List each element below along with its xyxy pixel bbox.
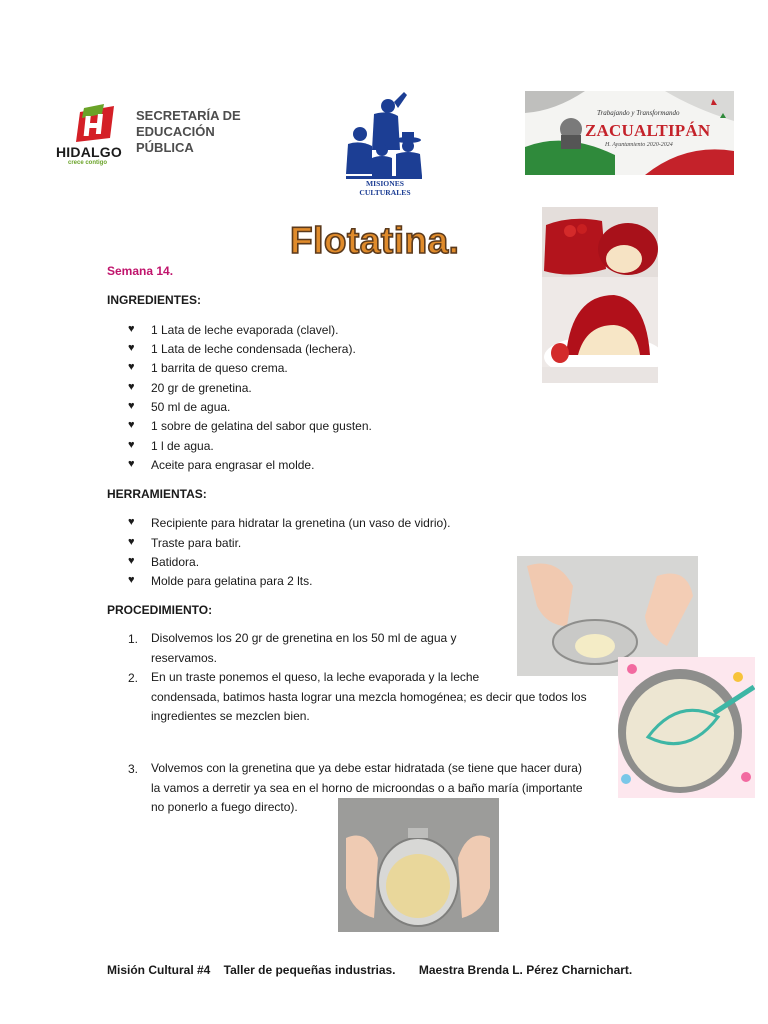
list-item: Recipiente para hidratar la grenetina (un vaso de vidrio). [151, 516, 451, 530]
footer-text: Misión Cultural #4 Taller de pequeñas industrias. Maestra Brenda L. Pérez Charnichart. [107, 963, 633, 977]
heart-bullet-icon: ♥ [128, 381, 135, 393]
step-2-text [151, 668, 587, 727]
melted-grenetina-cup-photo [338, 798, 499, 932]
heart-bullet-icon: ♥ [128, 555, 135, 567]
list-item: 1 l de agua. [151, 439, 214, 453]
zacualtipan-logo [525, 91, 734, 175]
heart-bullet-icon: ♥ [128, 458, 135, 470]
heart-bullet-icon: ♥ [128, 323, 135, 335]
step-number: 3. [128, 762, 139, 776]
hidalgo-wordmark: HIDALGO [56, 144, 122, 160]
zacualtipan-subtitle: H. Ayuntamiento 2020-2024 [605, 142, 673, 148]
mixing-whisk-photo [618, 657, 755, 798]
list-item: Traste para batir. [151, 536, 242, 550]
ingredients-heading: INGREDIENTES: [107, 293, 202, 307]
list-item: 20 gr de grenetina. [151, 381, 252, 395]
step-line: condensada, batimos hasta lograr una mezcla homogénea; es decir que todos los [151, 689, 587, 704]
procedure-heading: PROCEDIMIENTO: [107, 603, 213, 617]
week-label: Semana 14. [107, 264, 174, 278]
step-line: En un traste ponemos el queso, la leche evaporada y la leche [151, 670, 480, 684]
heart-bullet-icon: ♥ [128, 516, 135, 528]
hidalgo-logo [56, 104, 256, 170]
step-line: Disolvemos los 20 gr de grenetina en los 50 ml de agua y [151, 631, 457, 645]
heart-bullet-icon: ♥ [128, 574, 135, 586]
list-item: 1 sobre de gelatina del sabor que gusten. [151, 419, 372, 433]
list-item: 1 Lata de leche evaporada (clavel). [151, 323, 339, 337]
heart-bullet-icon: ♥ [128, 361, 135, 373]
step-line: ingredientes se mezclen bien. [151, 709, 310, 723]
misiones-figures-icon [338, 92, 430, 180]
list-item: 1 barrita de queso crema. [151, 361, 288, 375]
heart-bullet-icon: ♥ [128, 439, 135, 451]
step-line: la vamos a derretir ya sea en el horno de microondas o a baño maría (importante [151, 780, 583, 795]
list-item: Aceite para engrasar el molde. [151, 458, 315, 472]
list-item: Molde para gelatina para 2 lts. [151, 574, 313, 588]
step-number: 1. [128, 632, 139, 646]
list-item: 50 ml de agua. [151, 400, 231, 414]
heart-bullet-icon: ♥ [128, 536, 135, 548]
heart-bullet-icon: ♥ [128, 419, 135, 431]
heart-bullet-icon: ♥ [128, 342, 135, 354]
step-line: reservamos. [151, 650, 218, 665]
list-item: Batidora. [151, 555, 200, 569]
misiones-culturales-logo [338, 92, 430, 197]
hidalgo-h-icon [74, 104, 116, 144]
tools-heading: HERRAMIENTAS: [107, 487, 207, 501]
zacualtipan-name: ZACUALTIPÁN [585, 121, 711, 140]
heart-bullet-icon: ♥ [128, 400, 135, 412]
sep-wordmark: SECRETARÍA DE EDUCACIÓN PÚBLICA [136, 108, 241, 155]
hidalgo-slogan: crece contigo [68, 160, 108, 166]
step-number: 2. [128, 671, 139, 685]
flotatina-dessert-photo [542, 207, 658, 383]
recipe-title: Flotatina. [290, 220, 460, 261]
step-line: no ponerlo a fuego directo). [151, 800, 298, 814]
list-item: 1 Lata de leche condensada (lechera). [151, 342, 356, 356]
misiones-label: MISIONES CULTURALES [359, 179, 411, 197]
step-line: Volvemos con la grenetina que ya debe estar hidratada (se tiene que hacer dura) [151, 761, 582, 775]
step-1-text [151, 629, 457, 668]
zacualtipan-tagline: Trabajando y Transformando [597, 109, 680, 117]
